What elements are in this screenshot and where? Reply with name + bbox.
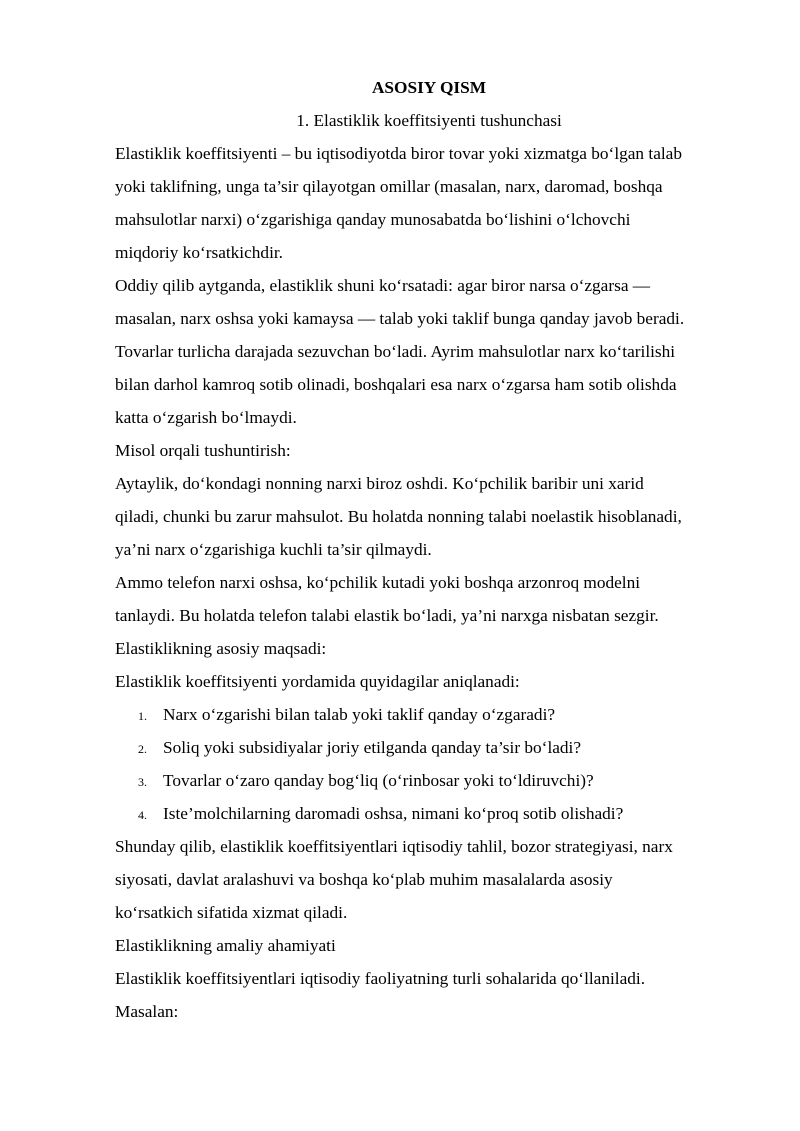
list-text: Tovarlar o‘zaro qanday bog‘liq (o‘rinbosar yoki to‘ldiruvchi)? [163,771,594,790]
paragraph-line: ya’ni narx o‘zgarishiga kuchli ta’sir qilmaydi. [115,540,432,559]
paragraph-line: Elastiklik koeffitsiyenti – bu iqtisodiyotda biror tovar yoki xizmatga bo‘lgan talab [115,144,682,163]
list-number: 4. [138,808,147,822]
purpose-heading: Elastiklikning asosiy maqsadi: [115,639,327,658]
paragraph-line: Shunday qilib, elastiklik koeffitsiyentlari iqtisodiy tahlil, bozor strategiyasi, narx [115,837,673,856]
section-subheading: 1. Elastiklik koeffitsiyenti tushunchasi [296,111,562,130]
paragraph-line: Elastiklik koeffitsiyentlari iqtisodiy faoliyatning turli sohalarida qo‘llaniladi. [115,969,646,988]
example-heading: Misol orqali tushuntirish: [115,441,291,460]
paragraph-line: mahsulotlar narxi) o‘zgarishiga qanday munosabatda bo‘lishini o‘lchovchi [115,210,631,229]
list-text: Iste’molchilarning daromadi oshsa, nimani ko‘proq sotib olishadi? [163,804,624,823]
purpose-intro: Elastiklik koeffitsiyenti yordamida quyidagilar aniqlanadi: [115,672,520,691]
paragraph-line: ko‘rsatkich sifatida xizmat qiladi. [115,903,348,922]
paragraph-line: tanlaydi. Bu holatda telefon talabi elastik bo‘ladi, ya’ni narxga nisbatan sezgir. [115,606,659,625]
paragraph-line: masalan, narx oshsa yoki kamaysa — talab yoki taklif bunga qanday javob beradi. [115,309,685,328]
paragraph-line: siyosati, davlat aralashuvi va boshqa ko‘plab muhim masalalarda asosiy [115,870,613,889]
list-text: Soliq yoki subsidiyalar joriy etilganda qanday ta’sir bo‘ladi? [163,738,582,757]
paragraph-line: qiladi, chunki bu zarur mahsulot. Bu holatda nonning talabi noelastik hisoblanadi, [115,507,682,526]
paragraph-line: Aytaylik, do‘kondagi nonning narxi biroz oshdi. Ko‘pchilik baribir uni xarid [115,474,644,493]
paragraph-line: yoki taklifning, unga ta’sir qilayotgan omillar (masalan, narx, daromad, boshqa [115,177,663,196]
paragraph-line: Ammo telefon narxi oshsa, ko‘pchilik kutadi yoki boshqa arzonroq modelni [115,573,641,592]
paragraph-line: miqdoriy ko‘rsatkichdir. [115,243,283,262]
list-text: Narx o‘zgarishi bilan talab yoki taklif qanday o‘zgaradi? [163,705,556,724]
page-heading: ASOSIY QISM [371,78,487,97]
paragraph-line: Tovarlar turlicha darajada sezuvchan bo‘ladi. Ayrim mahsulotlar narx ko‘tarilishi [115,342,676,361]
paragraph-line: Oddiy qilib aytganda, elastiklik shuni ko‘rsatadi: agar biror narsa o‘zgarsa — [115,276,651,295]
list-number: 3. [138,775,147,789]
paragraph-line: bilan darhol kamroq sotib olinadi, boshqalari esa narx o‘zgarsa ham sotib olishda [115,375,677,394]
paragraph-line: katta o‘zgarish bo‘lmaydi. [115,408,297,427]
list-number: 1. [138,709,147,723]
list-number: 2. [138,742,147,756]
paragraph-line: Masalan: [115,1002,179,1021]
practical-heading: Elastiklikning amaliy ahamiyati [115,936,336,955]
